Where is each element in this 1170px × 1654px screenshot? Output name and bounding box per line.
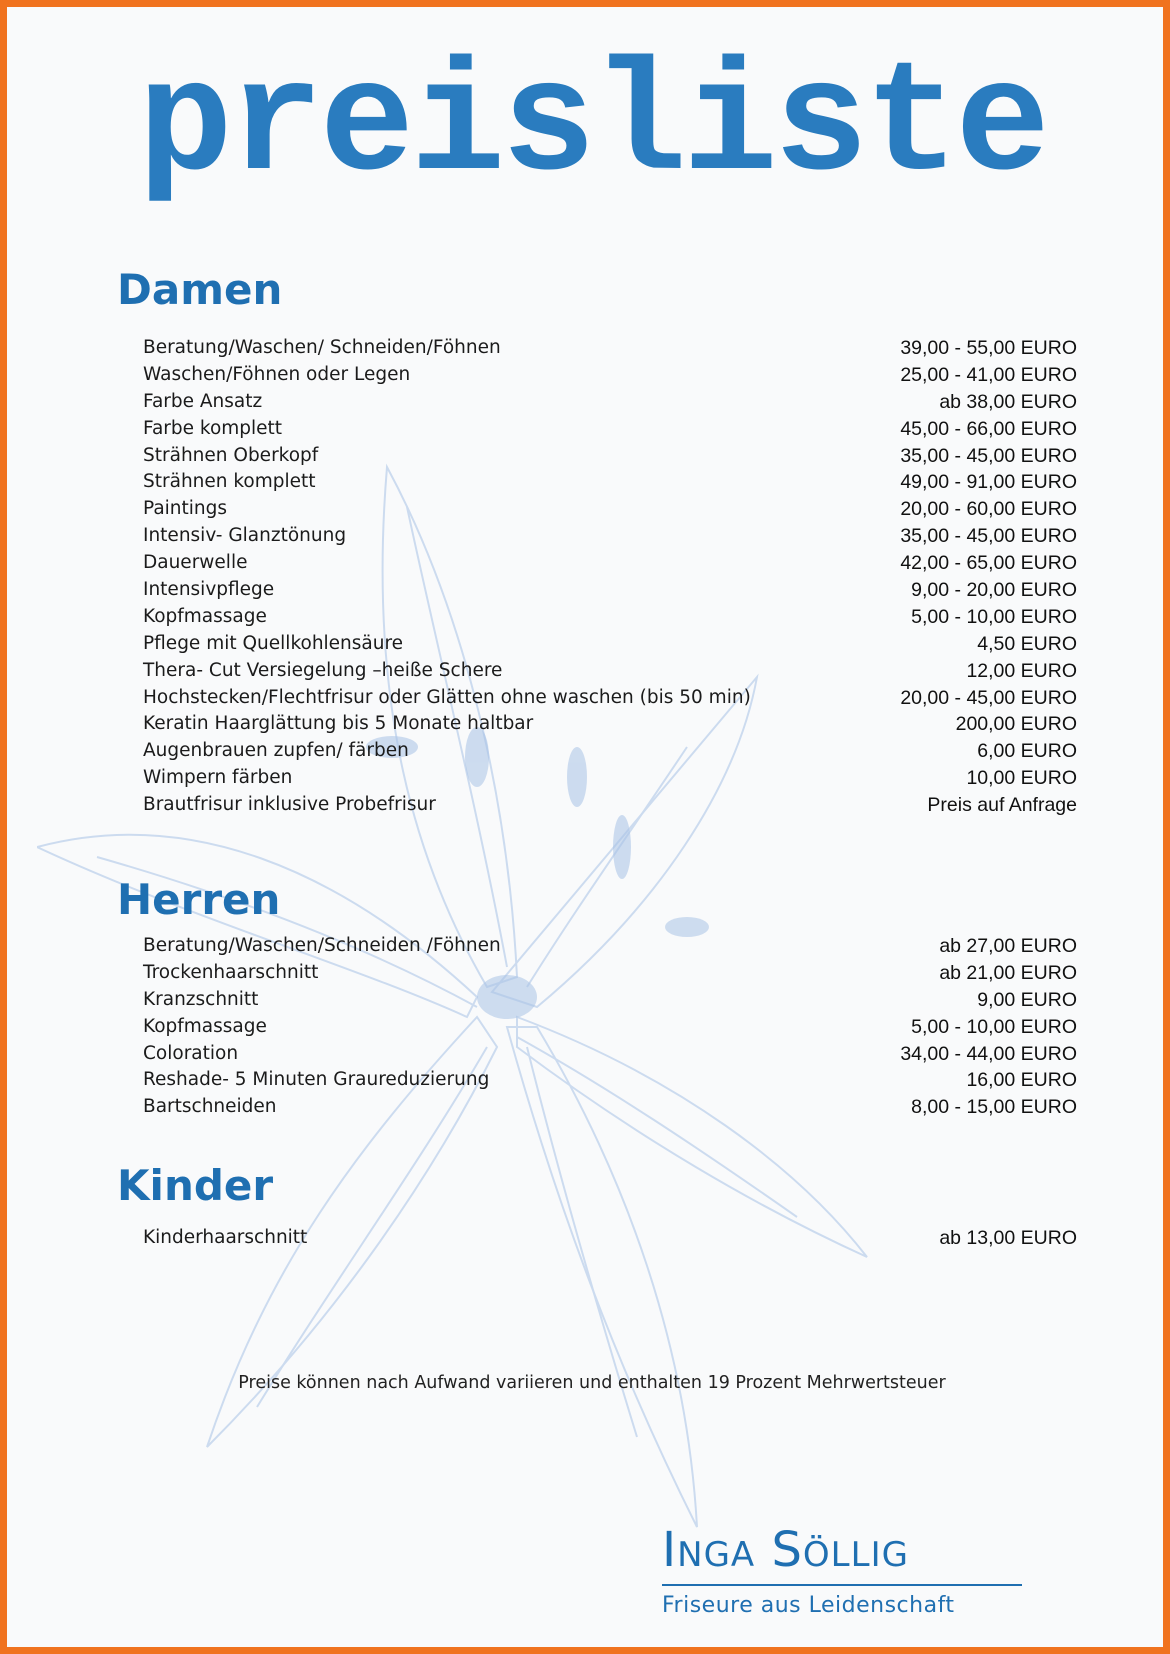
list-item — [143, 469, 1077, 496]
list-item — [143, 416, 1077, 443]
service-label: Paintings — [143, 498, 228, 520]
service-label: Pflege mit Quellkohlensäure — [143, 632, 404, 654]
service-label: Trockenhaarschnitt — [143, 961, 319, 983]
service-price: Preis auf Anfrage — [927, 794, 1077, 817]
list-item — [143, 1067, 1077, 1094]
list-item — [143, 933, 1077, 960]
service-price: 49,00 - 91,00 EURO — [900, 471, 1077, 494]
service-label: Kopfmassage — [143, 1015, 267, 1037]
service-price: 20,00 - 60,00 EURO — [900, 498, 1077, 521]
service-price: ab 38,00 EURO — [939, 390, 1077, 413]
service-price: 35,00 - 45,00 EURO — [900, 525, 1077, 548]
service-label: Bartschneiden — [143, 1096, 277, 1118]
service-price: ab 13,00 EURO — [939, 1227, 1077, 1249]
service-label: Intensiv- Glanztönung — [143, 525, 347, 547]
service-label: Thera- Cut Versiegelung –heiße Schere — [143, 659, 503, 681]
list-item — [143, 335, 1077, 362]
list-item — [143, 685, 1077, 712]
list-item — [143, 631, 1077, 658]
section-heading-herren: Herren — [117, 875, 281, 924]
price-list-kinder — [143, 1225, 1077, 1252]
list-item — [143, 792, 1077, 819]
price-list-herren — [143, 933, 1077, 1121]
service-price: 45,00 - 66,00 EURO — [900, 417, 1077, 440]
service-label: Augenbrauen zupfen/ färben — [143, 740, 409, 762]
service-price: 20,00 - 45,00 EURO — [900, 686, 1077, 709]
section-heading-damen: Damen — [117, 265, 283, 314]
service-price: 16,00 EURO — [966, 1069, 1077, 1092]
service-label: Kranzschnitt — [143, 988, 259, 1010]
brand-tagline: Friseure aus Leidenschaft — [662, 1593, 955, 1618]
price-list-damen — [143, 335, 1077, 819]
list-item — [143, 1225, 1077, 1252]
page-title: preisliste — [137, 37, 1047, 216]
section-heading-kinder: Kinder — [117, 1161, 274, 1210]
list-item — [143, 389, 1077, 416]
service-label: Beratung/Waschen/Schneiden /Föhnen — [143, 935, 501, 956]
service-label: Brautfrisur inklusive Probefrisur — [143, 794, 436, 816]
list-item — [143, 987, 1077, 1014]
service-label: Hochstecken/Flechtfrisur oder Glätten ohne waschen (bis 50 min) — [143, 686, 751, 708]
service-price: 42,00 - 65,00 EURO — [900, 552, 1077, 575]
brand-divider — [662, 1584, 1022, 1586]
service-label: Reshade- 5 Minuten Graureduzierung — [143, 1069, 490, 1091]
service-label: Strähnen komplett — [143, 471, 316, 493]
service-label: Coloration — [143, 1042, 239, 1064]
list-item — [143, 362, 1077, 389]
list-item — [143, 658, 1077, 685]
service-price: 10,00 EURO — [966, 767, 1077, 790]
service-price: 9,00 - 20,00 EURO — [911, 579, 1077, 602]
service-label: Keratin Haarglättung bis 5 Monate haltbar — [143, 713, 534, 735]
service-price: 6,00 EURO — [977, 740, 1077, 763]
service-price: 34,00 - 44,00 EURO — [900, 1042, 1077, 1065]
service-label: Dauerwelle — [143, 552, 248, 574]
service-price: 25,00 - 41,00 EURO — [900, 363, 1077, 386]
brand-logo — [662, 1522, 1022, 1620]
list-item — [143, 1041, 1077, 1068]
list-item — [143, 577, 1077, 604]
service-label: Farbe komplett — [143, 417, 283, 439]
service-label: Beratung/Waschen/ Schneiden/Föhnen — [143, 337, 501, 358]
service-price: 5,00 - 10,00 EURO — [911, 1015, 1077, 1038]
service-label: Waschen/Föhnen oder Legen — [143, 363, 411, 385]
service-price: ab 21,00 EURO — [939, 961, 1077, 984]
service-price: 4,50 EURO — [977, 632, 1077, 655]
service-price: ab 27,00 EURO — [939, 935, 1077, 957]
service-label: Kinderhaarschnitt — [143, 1227, 308, 1248]
list-item — [143, 960, 1077, 987]
service-price: 39,00 - 55,00 EURO — [900, 337, 1077, 359]
service-price: 200,00 EURO — [955, 713, 1077, 736]
service-price: 9,00 EURO — [977, 988, 1077, 1011]
service-price: 8,00 - 15,00 EURO — [911, 1096, 1077, 1119]
list-item — [143, 1014, 1077, 1041]
service-label: Farbe Ansatz — [143, 390, 263, 412]
service-price: 35,00 - 45,00 EURO — [900, 444, 1077, 467]
list-item — [143, 523, 1077, 550]
list-item — [143, 1094, 1077, 1121]
list-item — [143, 496, 1077, 523]
list-item — [143, 765, 1077, 792]
list-item — [143, 711, 1077, 738]
service-label: Strähnen Oberkopf — [143, 444, 319, 466]
list-item — [143, 550, 1077, 577]
service-label: Kopfmassage — [143, 605, 267, 627]
service-label: Wimpern färben — [143, 767, 293, 789]
service-price: 12,00 EURO — [966, 659, 1077, 682]
service-price: 5,00 - 10,00 EURO — [911, 605, 1077, 628]
list-item — [143, 443, 1077, 470]
list-item — [143, 604, 1077, 631]
vat-note: Preise können nach Aufwand variieren und enthalten 19 Prozent Mehrwertsteuer — [238, 1373, 946, 1393]
list-item — [143, 738, 1077, 765]
brand-name: Inga Söllig — [662, 1522, 909, 1578]
service-label: Intensivpflege — [143, 579, 275, 601]
